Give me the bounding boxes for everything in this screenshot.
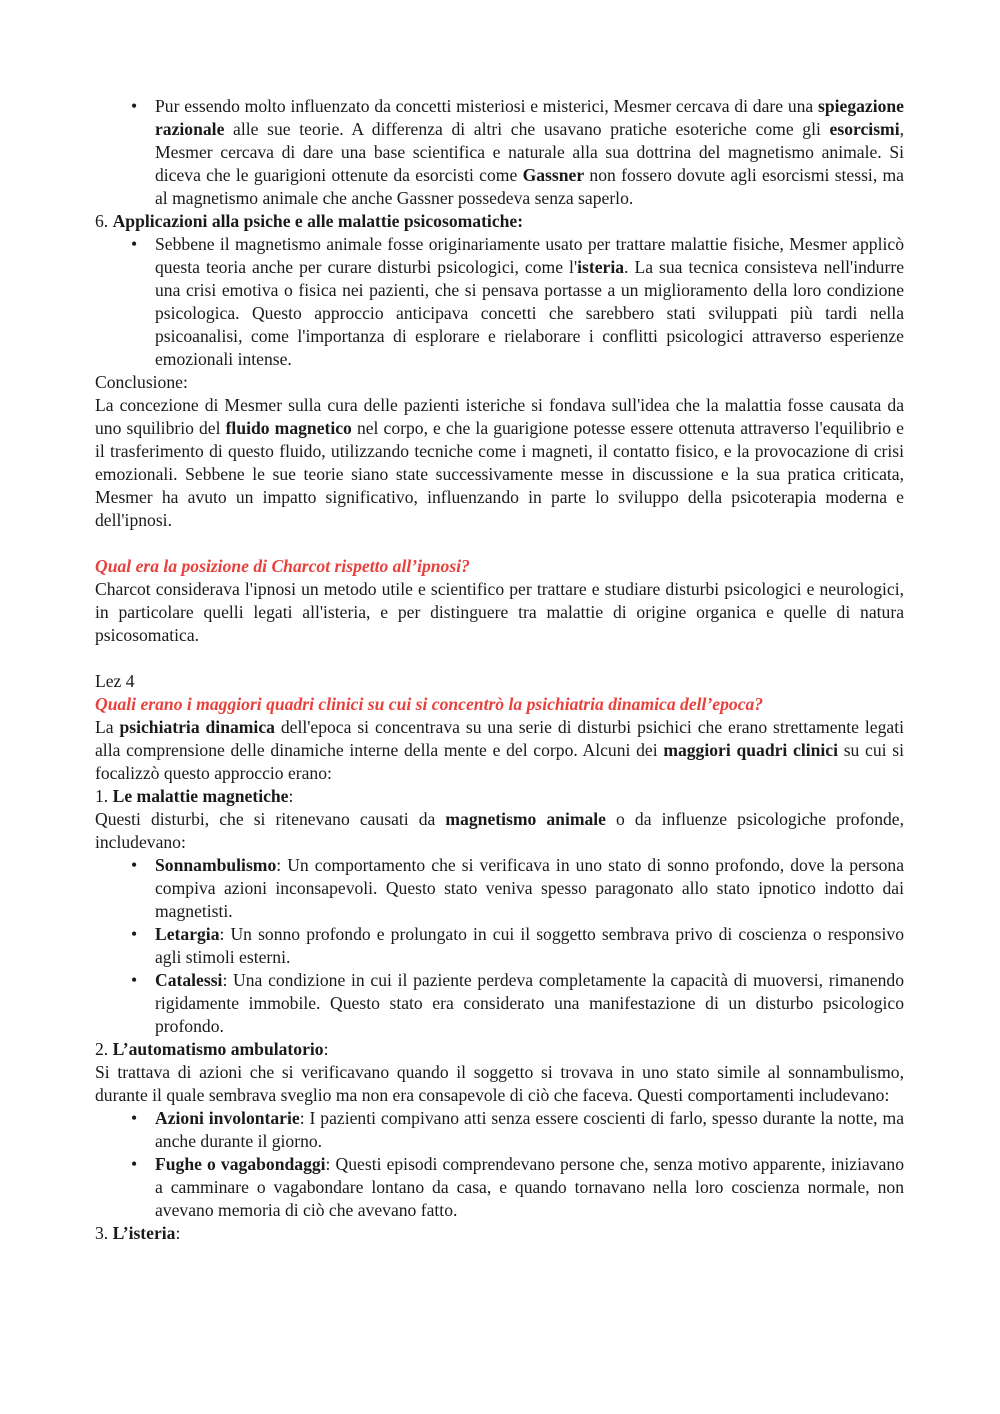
intro-paragraph xyxy=(95,716,904,785)
bullet-list xyxy=(95,95,904,210)
item-term: Sonnambulismo xyxy=(155,855,277,875)
bullet-list xyxy=(95,854,904,1038)
section-colon: : xyxy=(323,1039,329,1059)
spacer xyxy=(95,647,904,670)
section-colon: : xyxy=(288,786,294,806)
section-heading xyxy=(95,210,904,233)
conclusion-paragraph xyxy=(95,394,904,532)
bold-term: psichiatria dinamica xyxy=(119,717,275,737)
item-term: Azioni involontarie xyxy=(155,1108,300,1128)
section-paragraph: Si trattava di azioni che si verificavano quando il soggetto si trovava in uno stato simile al sonnambulismo, durante il quale sembrava sveglio ma non era consapevole di ciò che faceva. Questi comportamenti includevano: xyxy=(95,1062,904,1105)
section-number: 6. xyxy=(95,211,113,231)
item-text: : Un comportamento che si verificava in uno stato di sonno profondo, dove la persona compiva azioni inconsapevoli. Questo stato veniva spesso paragonato allo stato ipnotico indotto dai magnetisti. xyxy=(155,855,904,921)
item-text: : Una condizione in cui il paziente perdeva completamente la capacità di muoversi, rimanendo rigidamente immobile. Questo stato era considerato una manifestazione di un disturbo psicologico profondo. xyxy=(155,970,904,1036)
bold-term: isteria xyxy=(577,257,625,277)
bullet-list xyxy=(95,233,904,371)
text-run: o da influenze psicologiche profonde, includevano: xyxy=(95,809,904,852)
text-run: Sebbene il magnetismo animale fosse originariamente usato per trattare malattie fisiche, Mesmer applicò questa teoria anche per curare disturbi psicologici, come l' xyxy=(155,234,904,277)
list-item xyxy=(95,95,904,210)
section-colon: : xyxy=(175,1223,181,1243)
text-run: . La sua tecnica consisteva nell'indurre una crisi emotiva o fisica nei pazienti, che si pensava portasse a un miglioramento della loro condizione psicologica. Questo approccio anticipava concetti che sarebbero stati sviluppati più tardi nella psicoanalisi, come l'importanza di esplorare e rielaborare i conflitti psicologici attraverso esperienze emozionali intense. xyxy=(155,257,904,369)
bold-term: maggiori quadri clinici xyxy=(663,740,838,760)
question-heading: Qual era la posizione di Charcot rispetto all’ipnosi? xyxy=(95,556,470,576)
section-number: 1. xyxy=(95,786,113,806)
list-item xyxy=(95,1107,904,1153)
text-run: La concezione di Mesmer sulla cura delle pazienti isteriche si fondava sull'idea che la malattia fosse causata da uno squilibrio del xyxy=(95,395,904,438)
list-item xyxy=(95,233,904,371)
section-number: 3. xyxy=(95,1223,113,1243)
section-number: 2. xyxy=(95,1039,113,1059)
list-item xyxy=(95,854,904,923)
bold-term: magnetismo animale xyxy=(445,809,606,829)
answer-paragraph: Charcot considerava l'ipnosi un metodo utile e scientifico per trattare e studiare disturbi psicologici e neurologici, in particolare quelli legati all'isteria, e per distinguere tra malattie di origine organica e quelle di natura psicosomatica. xyxy=(95,579,904,645)
bold-term: spiegazione razionale xyxy=(155,96,904,139)
text-run: non fossero dovute agli esorcismi stessi, ma al magnetismo animale che anche Gassner possedeva senza saperlo. xyxy=(155,165,904,208)
item-text: : Un sonno profondo e prolungato in cui il soggetto sembrava privo di coscienza o responsivo agli stimoli esterni. xyxy=(155,924,904,967)
section-paragraph xyxy=(95,808,904,854)
section-title: L’automatismo ambulatorio xyxy=(112,1039,324,1059)
document-page xyxy=(95,95,904,1245)
text-run: , Mesmer cercava di dare una base scientifica e naturale alla sua dottrina del magnetismo animale. Si diceva che le guarigioni ottenute da esorcisti come xyxy=(155,119,904,185)
text-run: Questi disturbi, che si ritenevano causati da xyxy=(95,809,446,829)
text-run: dell'epoca si concentrava su una serie di disturbi psichici che erano strettamente legati alla comprensione delle dinamiche interne della mente e del corpo. Alcuni dei xyxy=(95,717,904,760)
text-run: alle sue teorie. A differenza di altri che usavano pratiche esoteriche come gli xyxy=(224,119,830,139)
list-item xyxy=(95,923,904,969)
section-heading xyxy=(95,785,904,808)
question-heading: Quali erano i maggiori quadri clinici su cui si concentrò la psichiatria dinamica dell’epoca? xyxy=(95,694,764,714)
text-run: nel corpo, e che la guarigione potesse essere ottenuta attraverso l'equilibrio e il trasferimento di questo fluido, utilizzando tecniche come i magneti, il contatto fisico, e la provocazione di crisi emozionali. Sebbene le sue teorie siano state successivamente messe in discussione e la sua pratica criticata, Mesmer ha avuto un impatto significativo, influenzando in parte lo sviluppo della psicoterapia moderna e dell'ipnosi. xyxy=(95,418,904,530)
list-item xyxy=(95,969,904,1038)
text-run: su cui si focalizzò questo approccio erano: xyxy=(95,740,904,783)
item-text: : Questi episodi comprendevano persone che, senza motivo apparente, iniziavano a camminare o vagabondare lontano da casa, e quando tornavano nella loro coscienza normale, non avevano memoria di ciò che avevano fatto. xyxy=(155,1154,904,1220)
item-term: Letargia xyxy=(155,924,220,944)
text-run: La xyxy=(95,717,120,737)
section-title: Le malattie magnetiche xyxy=(112,786,289,806)
bold-term: fluido magnetico xyxy=(225,418,352,438)
section-title: Applicazioni alla psiche e alle malattie psicosomatiche: xyxy=(112,211,524,231)
conclusion-label: Conclusione: xyxy=(95,372,188,392)
bold-term: Gassner xyxy=(522,165,585,185)
bullet-list xyxy=(95,1107,904,1222)
lesson-label: Lez 4 xyxy=(95,671,135,691)
item-term: Fughe o vagabondaggi xyxy=(155,1154,326,1174)
spacer xyxy=(95,532,904,555)
item-term: Catalessi xyxy=(155,970,223,990)
section-heading xyxy=(95,1222,904,1245)
text-run: Pur essendo molto influenzato da concetti misteriosi e misterici, Mesmer cercava di dare una xyxy=(155,96,818,116)
section-title: L’isteria xyxy=(112,1223,176,1243)
section-heading xyxy=(95,1038,904,1061)
item-text: : I pazienti compivano atti senza essere coscienti di farlo, spesso durante la notte, ma anche durante il giorno. xyxy=(155,1108,904,1151)
list-item xyxy=(95,1153,904,1222)
bold-term: esorcismi xyxy=(829,119,900,139)
